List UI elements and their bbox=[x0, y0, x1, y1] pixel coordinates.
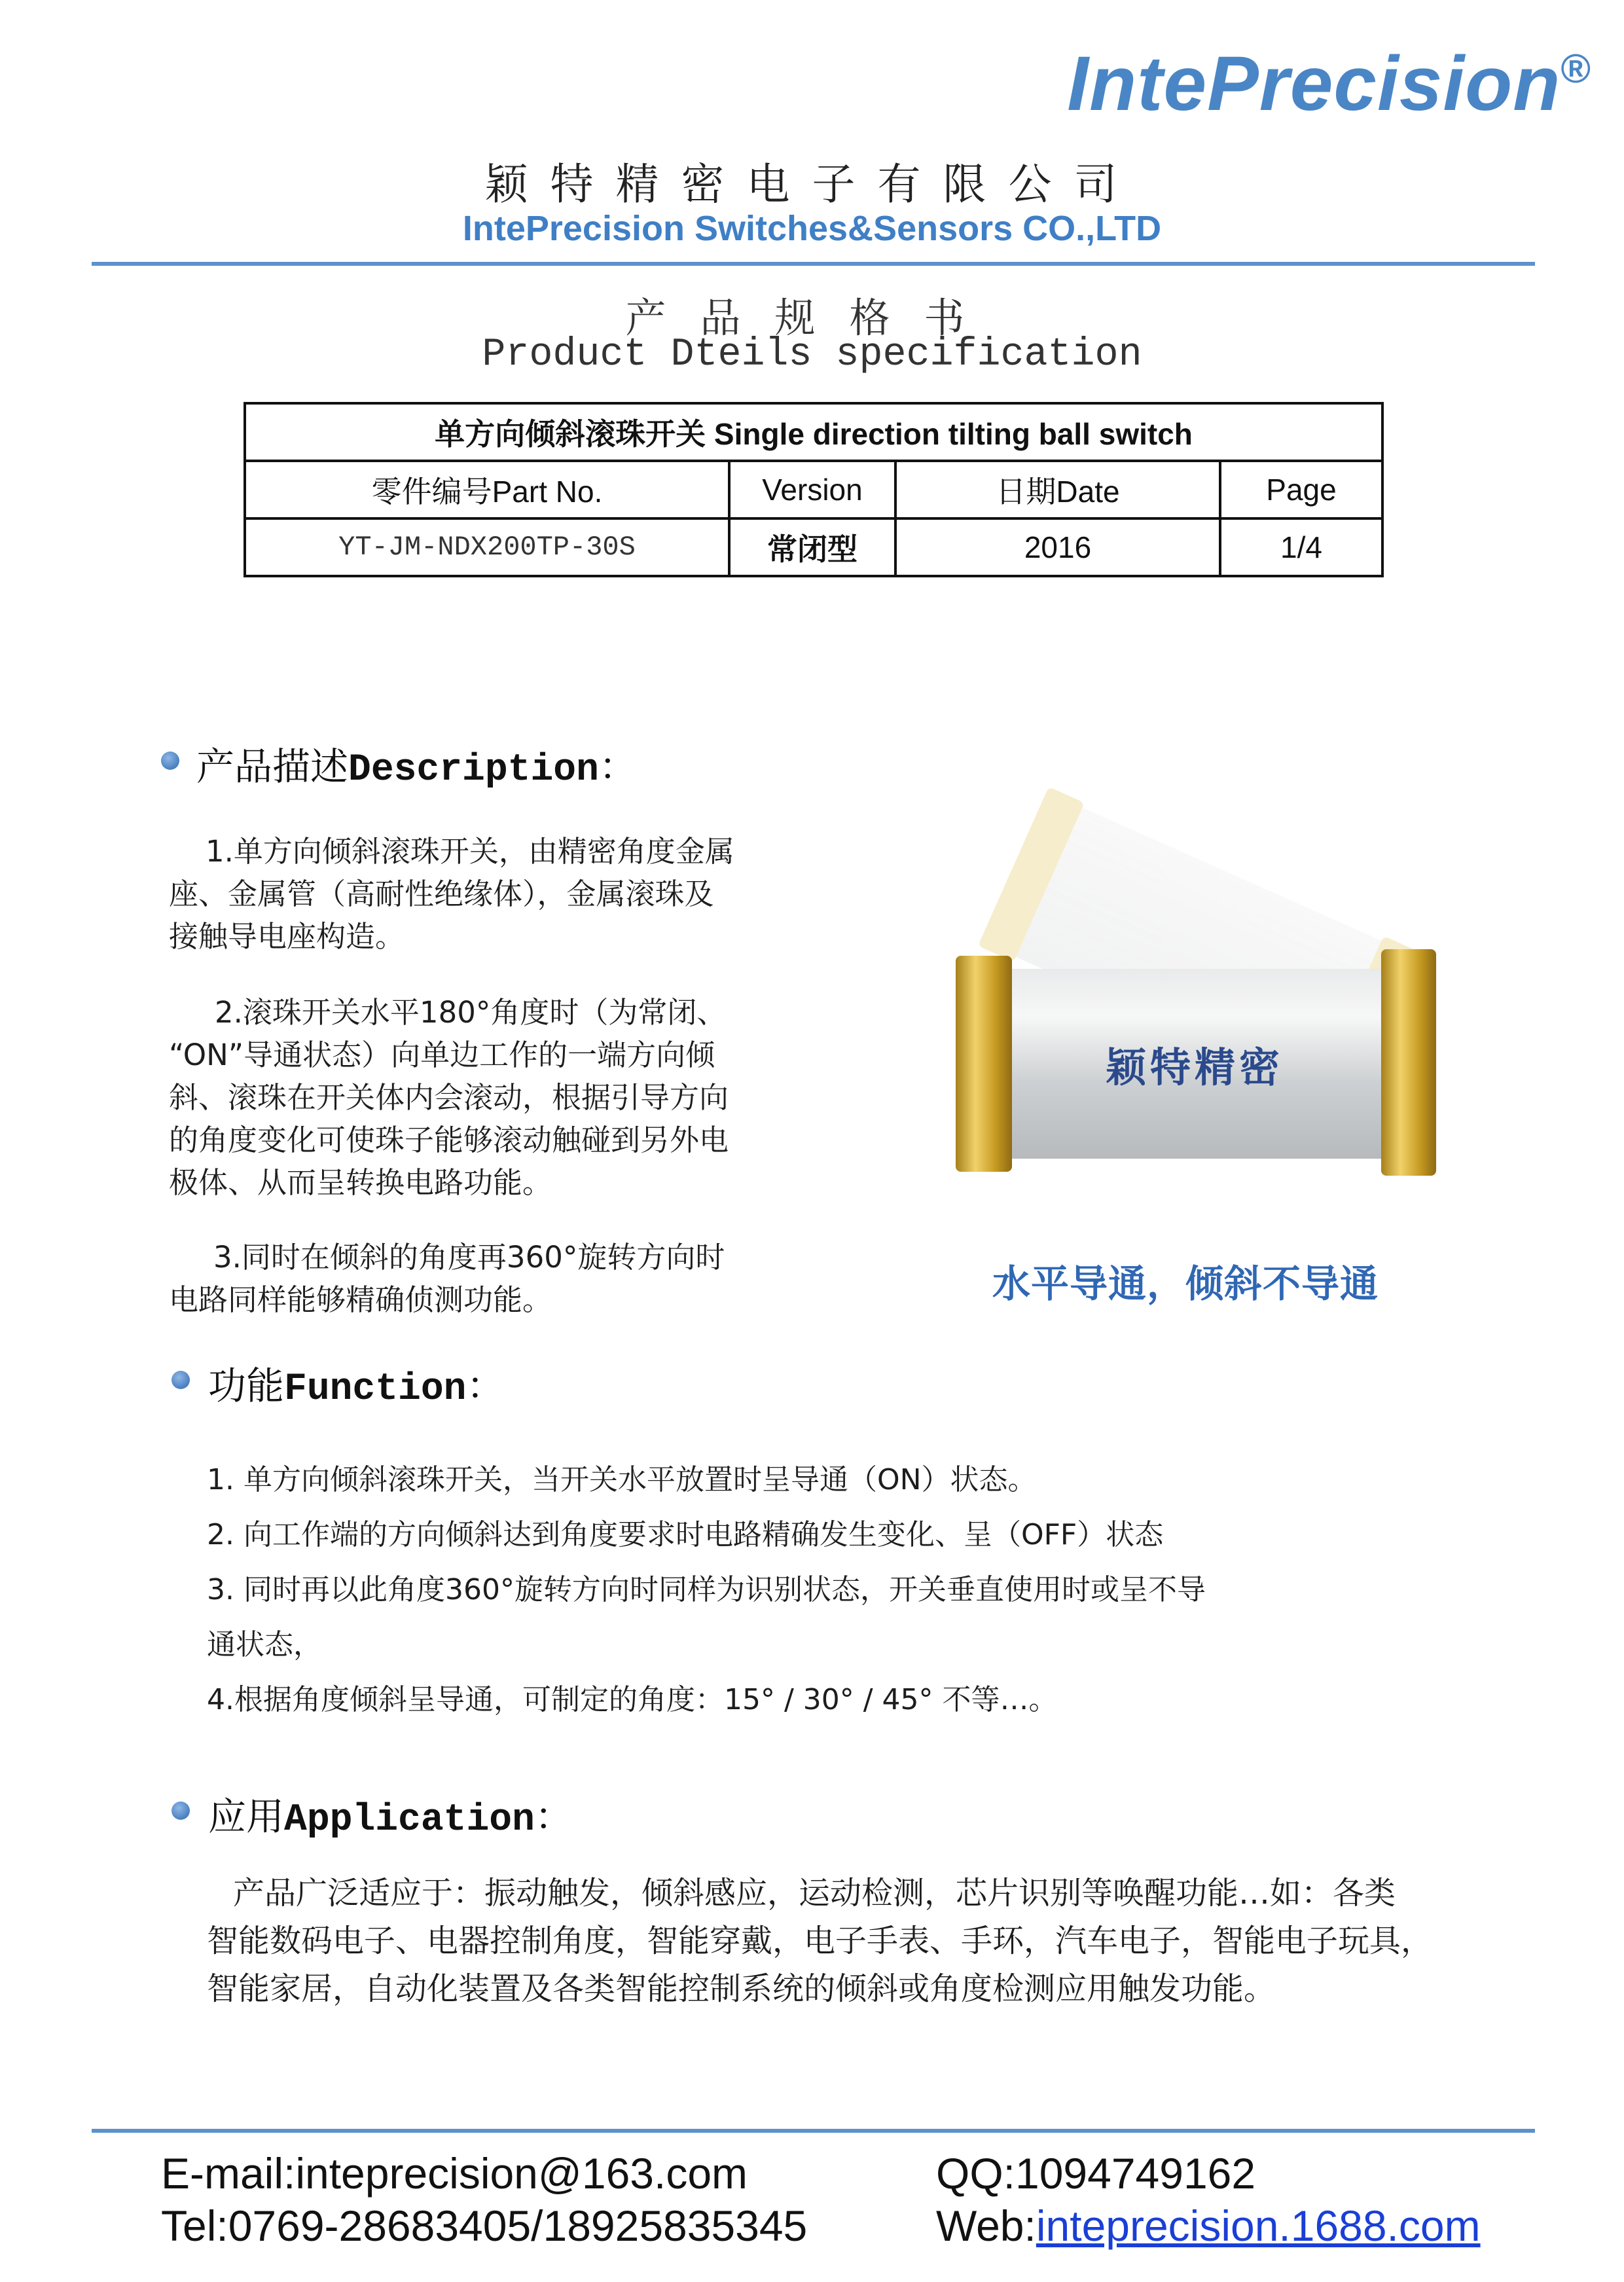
col-version: Version bbox=[729, 461, 895, 518]
company-name-en: IntePrecision Switches&Sensors CO.,LTD bbox=[462, 209, 1162, 248]
website-link[interactable]: inteprecision.1688.com bbox=[1036, 2201, 1481, 2250]
col-page: Page bbox=[1220, 461, 1382, 518]
col-part-no: 零件编号Part No. bbox=[245, 461, 729, 518]
brand-logo bbox=[1067, 39, 1591, 128]
spec-header-row bbox=[245, 461, 1382, 518]
description-heading: 产品描述Description： bbox=[196, 744, 637, 791]
date-value: 2016 bbox=[895, 518, 1220, 576]
function-heading: 功能Function： bbox=[208, 1364, 505, 1411]
spec-title-row bbox=[245, 403, 1382, 461]
doc-title-cn: 产品规格书 bbox=[625, 294, 999, 342]
footer-tel: Tel:0769-28683405/18925835345 bbox=[161, 2201, 808, 2250]
footer-qq: QQ:1094749162 bbox=[936, 2149, 1256, 2198]
header-divider bbox=[92, 262, 1535, 266]
registered-mark: ® bbox=[1561, 46, 1591, 92]
bullet-icon bbox=[161, 752, 179, 770]
part-no-value: YT-JM-NDX200TP-30S bbox=[245, 518, 729, 576]
footer-divider bbox=[92, 2129, 1535, 2133]
description-paragraph-1: 1.单方向倾斜滚珠开关，由精密角度金属 座、金属管（高耐性绝缘体），金属滚珠及 接触导电座构造。 bbox=[169, 834, 734, 954]
application-heading: 应用Application： bbox=[208, 1794, 573, 1841]
brand-name: IntePrecision bbox=[1067, 41, 1561, 127]
version-value: 常闭型 bbox=[729, 518, 895, 576]
bullet-icon bbox=[171, 1371, 190, 1389]
page-value: 1/4 bbox=[1220, 518, 1382, 576]
spec-value-row bbox=[245, 518, 1382, 576]
application-paragraph: 产品广泛适应于：振动触发，倾斜感应，运动检测，芯片识别等唤醒功能…如：各类 智能数码电子、电器控制角度，智能穿戴，电子手表、手环，汽车电子，智能电子玩具， 智能家居，自动化装置及各类智能控制系统的倾斜或角度检测应用触发功能。 bbox=[207, 1875, 1433, 2007]
function-item-3-cont: 通状态， bbox=[207, 1628, 322, 1661]
image-caption: 水平导通，倾斜不导通 bbox=[992, 1261, 1379, 1306]
spec-table bbox=[244, 402, 1384, 577]
product-photo bbox=[929, 753, 1466, 1237]
footer-web: Web:inteprecision.1688.com bbox=[936, 2201, 1481, 2250]
switch-body bbox=[956, 949, 1436, 1176]
description-paragraph-2: 2.滚珠开关水平180°角度时（为常闭、 “ON”导通状态）向单边工作的一端方向倾 斜、滚珠在开关体内会滚动，根据引导方向 的角度变化可使珠子能够滚动触碰到另外电 极体、从而呈转换电路功能。 bbox=[169, 995, 729, 1200]
col-date: 日期Date bbox=[895, 461, 1220, 518]
doc-title-en: Product Dteils specification bbox=[482, 333, 1142, 377]
product-title: 单方向倾斜滚珠开关 Single direction tilting ball switch bbox=[245, 403, 1382, 461]
bullet-icon bbox=[171, 1802, 190, 1820]
description-paragraph-3: 3.同时在倾斜的角度再360°旋转方向时 电路同样能够精确侦测功能。 bbox=[169, 1240, 725, 1317]
function-item-4: 4.根据角度倾斜呈导通，可制定的角度：15° / 30° / 45° 不等…。 bbox=[207, 1683, 1058, 1716]
function-item-1: 1. 单方向倾斜滚珠开关，当开关水平放置时呈导通（ON）状态。 bbox=[207, 1463, 1037, 1496]
company-name-cn: 颖特精密电子有限公司 bbox=[484, 159, 1140, 209]
function-item-3: 3. 同时再以此角度360°旋转方向时同样为识别状态，开关垂直使用时或呈不导 bbox=[207, 1573, 1206, 1606]
footer-email: E-mail:inteprecision@163.com bbox=[161, 2149, 748, 2198]
function-item-2: 2. 向工作端的方向倾斜达到角度要求时电路精确发生变化、呈（OFF）状态 bbox=[207, 1518, 1164, 1551]
switch-label: 颖特精密 bbox=[1105, 1043, 1284, 1091]
